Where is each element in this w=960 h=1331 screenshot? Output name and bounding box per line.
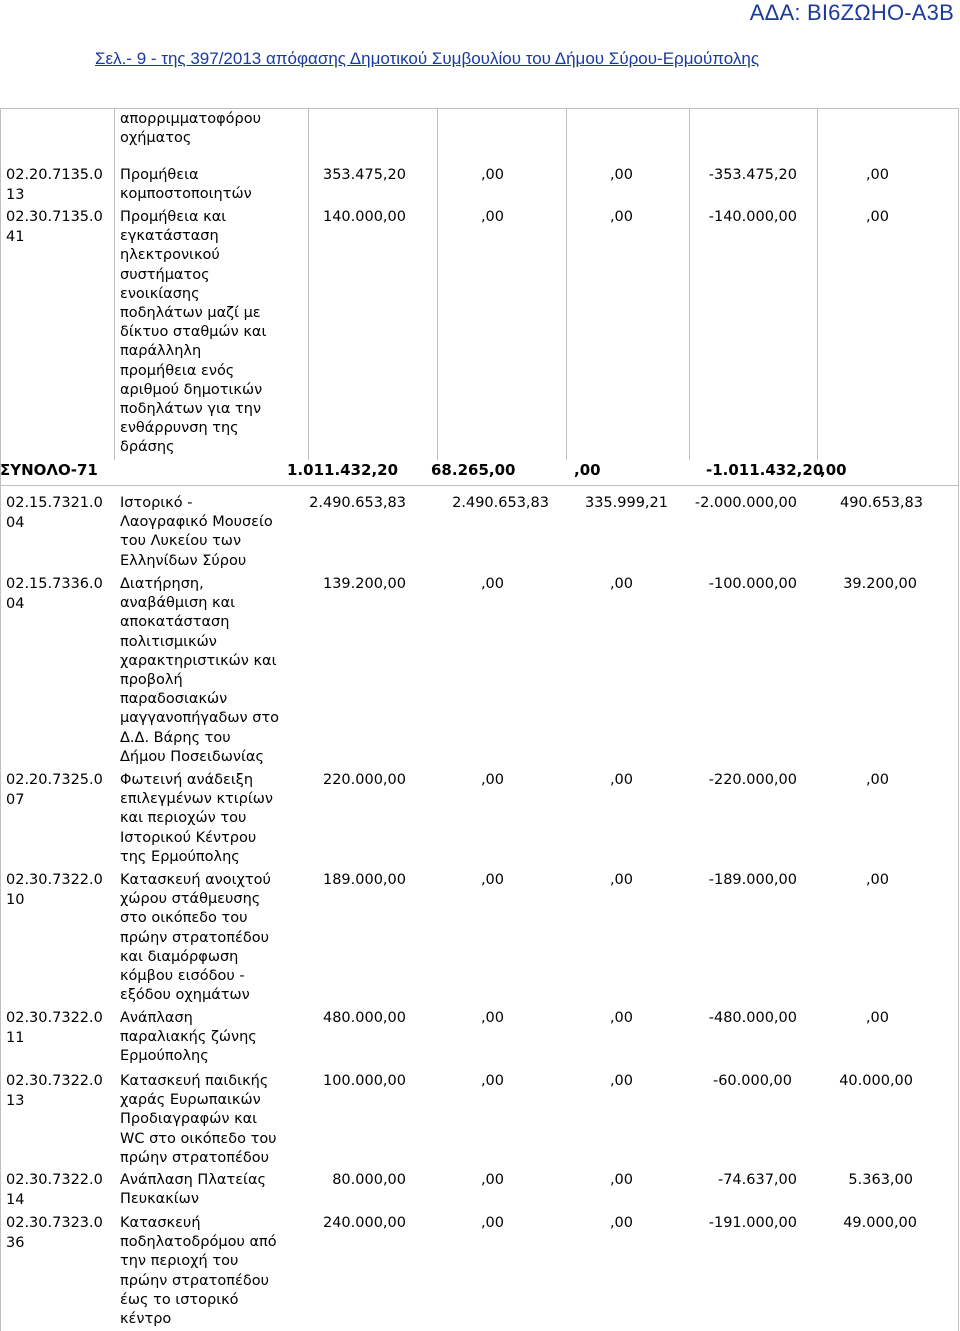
- row-code: 02.30.7322.0 14: [6, 1172, 103, 1208]
- row-code: 02.30.7323.0 36: [6, 1215, 103, 1251]
- value-2: ,00: [480, 872, 504, 888]
- row-description: Ιστορικό - Λαογραφικό Μουσείο του Λυκείου των Ελληνίδων Σύρου: [120, 495, 273, 569]
- row-description: Κατασκευή ποδηλατοδρόμου από την περιοχή του πρώην στρατοπέδου έως το ιστορικό κέντρο: [120, 1215, 277, 1328]
- value-change: -189.000,00: [708, 872, 797, 888]
- value-3: ,00: [609, 1215, 633, 1231]
- value-final: 39.200,00: [843, 576, 917, 592]
- value-2: ,00: [480, 1172, 504, 1188]
- total-separator: [0, 485, 959, 486]
- value-initial: 353.475,20: [322, 167, 406, 183]
- value-2: ,00: [480, 1215, 504, 1231]
- value-initial: 240.000,00: [322, 1215, 406, 1231]
- total-value-3: ,00: [574, 461, 601, 479]
- page-reference-line: Σελ.- 9 - της 397/2013 απόφασης Δημοτικού Συμβουλίου του Δήμου Σύρου-Ερμούπολης: [95, 49, 760, 68]
- value-change: -191.000,00: [708, 1215, 797, 1231]
- value-initial: 100.000,00: [322, 1073, 406, 1089]
- value-2: ,00: [480, 167, 504, 183]
- value-final: 490.653,83: [839, 495, 923, 511]
- value-3: 335.999,21: [584, 495, 668, 511]
- row-description: απορριμματοφόρου οχήματος: [120, 111, 261, 147]
- total-value-change: -1.011.432,20: [706, 461, 824, 479]
- column-divider: [566, 109, 567, 460]
- value-change: -60.000,00: [712, 1073, 792, 1089]
- value-change: -2.000.000,00: [694, 495, 797, 511]
- row-description: Κατασκευή ανοιχτού χώρου στάθμευσης στο οικόπεδο του πρώην στρατοπέδου και διαμόρφωση κόμβου εισόδου - εξόδου οχημάτων: [120, 872, 271, 1004]
- row-code: 02.15.7321.0 04: [6, 495, 103, 531]
- total-row: [0, 459, 959, 483]
- value-final: ,00: [865, 872, 889, 888]
- row-description: Διατήρηση, αναβάθμιση και αποκατάσταση πολιτισμικών χαρακτηριστικών και προβολή παραδοσιακών μαγγανοπήγαδων στο Δ.Δ. Βάρης του Δήμου Ποσειδωνίας: [120, 576, 280, 765]
- value-initial: 140.000,00: [322, 209, 406, 225]
- value-2: ,00: [480, 209, 504, 225]
- value-final: 40.000,00: [839, 1073, 913, 1089]
- column-divider: [308, 109, 309, 460]
- row-code: 02.15.7336.0 04: [6, 576, 103, 612]
- column-divider: [114, 109, 115, 460]
- total-value-2: 68.265,00: [431, 461, 516, 479]
- value-2: ,00: [480, 772, 504, 788]
- row-description: Προμήθεια κομποστοποιητών: [120, 167, 252, 203]
- value-final: ,00: [865, 1010, 889, 1026]
- row-code: 02.20.7135.0 13: [6, 167, 103, 203]
- value-change: -74.637,00: [717, 1172, 797, 1188]
- value-3: ,00: [609, 872, 633, 888]
- value-3: ,00: [609, 576, 633, 592]
- row-code: 02.30.7322.0 10: [6, 872, 103, 908]
- row-code: 02.20.7325.0 07: [6, 772, 103, 808]
- value-final: 5.363,00: [848, 1172, 913, 1188]
- value-3: ,00: [609, 1010, 633, 1026]
- total-label: ΣΥΝΟΛΟ-71: [0, 461, 98, 479]
- column-divider: [437, 109, 438, 460]
- value-initial: 220.000,00: [322, 772, 406, 788]
- value-final: ,00: [865, 209, 889, 225]
- value-3: ,00: [609, 1172, 633, 1188]
- total-value-initial: 1.011.432,20: [287, 461, 399, 479]
- value-change: -353.475,20: [708, 167, 797, 183]
- column-divider: [817, 109, 818, 460]
- value-initial: 189.000,00: [322, 872, 406, 888]
- value-change: -220.000,00: [708, 772, 797, 788]
- value-change: -100.000,00: [708, 576, 797, 592]
- total-value-final: ,00: [820, 461, 847, 479]
- row-code: 02.30.7322.0 13: [6, 1073, 103, 1109]
- row-code: 02.30.7322.0 11: [6, 1010, 103, 1046]
- row-code: 02.30.7135.0 41: [6, 209, 103, 245]
- row-description: Φωτεινή ανάδειξη επιλεγμένων κτιρίων και περιοχών του Ιστορικού Κέντρου της Ερμούπολης: [120, 772, 274, 865]
- value-initial: 480.000,00: [322, 1010, 406, 1026]
- value-3: ,00: [609, 167, 633, 183]
- value-final: 49.000,00: [843, 1215, 917, 1231]
- ada-code: ΑΔΑ: ΒΙ6ΖΩΗΟ-Α3Β: [749, 0, 954, 25]
- value-3: ,00: [609, 209, 633, 225]
- value-2: ,00: [480, 1073, 504, 1089]
- value-final: ,00: [865, 772, 889, 788]
- row-description: Προμήθεια και εγκατάσταση ηλεκτρονικού συστήματος ενοικίασης ποδηλάτων μαζί με δίκτυο σταθμών και παράλληλη προμήθεια ενός αριθμού δημοτικών ποδηλάτων για την ενθάρρυνση της δράσης: [120, 209, 267, 456]
- value-change: -480.000,00: [708, 1010, 797, 1026]
- value-final: ,00: [865, 167, 889, 183]
- value-initial: 2.490.653,83: [309, 495, 406, 511]
- column-divider: [689, 109, 690, 460]
- value-initial: 139.200,00: [322, 576, 406, 592]
- value-3: ,00: [609, 1073, 633, 1089]
- row-description: Κατασκευή παιδικής χαράς Ευρωπαικών Προδιαγραφών και WC στο οικόπεδο του πρώην στρατοπέδου: [120, 1073, 277, 1166]
- value-3: ,00: [609, 772, 633, 788]
- row-description: Ανάπλαση παραλιακής ζώνης Ερμούπολης: [120, 1010, 257, 1065]
- value-change: -140.000,00: [708, 209, 797, 225]
- value-2: ,00: [480, 576, 504, 592]
- row-description: Ανάπλαση Πλατείας Πευκακίων: [120, 1172, 267, 1208]
- value-initial: 80.000,00: [332, 1172, 406, 1188]
- value-2: ,00: [480, 1010, 504, 1026]
- value-2: 2.490.653,83: [452, 495, 549, 511]
